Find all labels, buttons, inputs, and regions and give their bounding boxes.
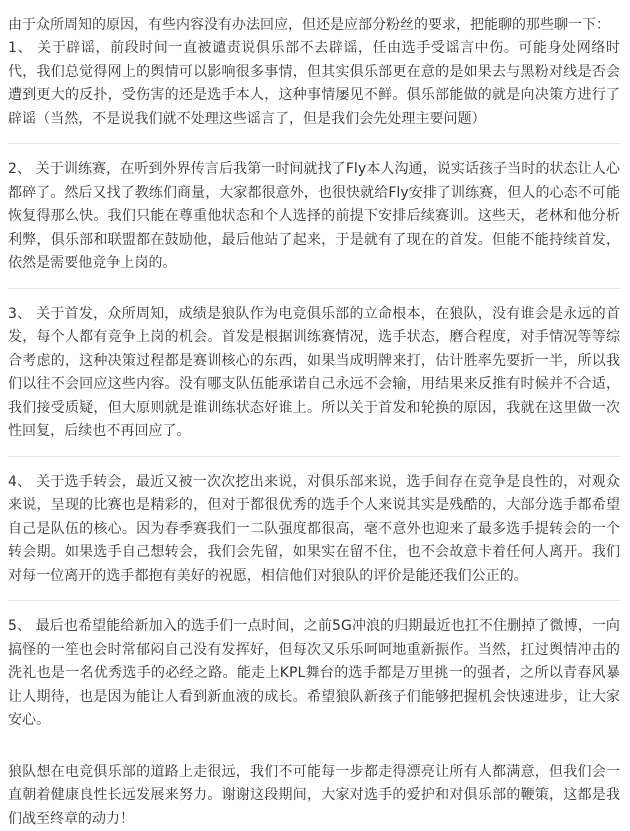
- article-intro: 由于众所周知的原因，有些内容没有办法回应，但还是应部分粉丝的要求，把能聊的那些聊一下：: [8, 14, 620, 37]
- section-rumors: 1、 关于辟谣，前段时间一直被谴责说俱乐部不去辟谣，任由选手受谣言中伤。可能身处网络时代，我们总觉得网上的舆情可以影响很多事情，但其实俱乐部更在意的是如果去与黑粉对线是否会遭到更大的反扑，受伤害的还是选手本人，这种事情屡见不鲜。俱乐部能做的就是向决策方进行了辟谣（当然，不是说我们就不处理这些谣言了，但是我们会先处理主要问题）: [8, 37, 620, 131]
- section-divider: [8, 143, 620, 144]
- section-transfers: 4、 关于选手转会，最近又被一次次挖出来说，对俱乐部来说，选手间存在竞争是良性的，对观众来说，呈现的比赛也是精彩的，但对于都很优秀的选手个人来说其实是残酷的，大部分选手都希望自己是队伍的核心。因为春季赛我们一二队强度都很高，毫不意外也迎来了最多选手提转会的一个转会期。如果选手自己想转会，我们会先留，如果实在留不住，也不会故意卡着任何人离开。我们对每一位离开的选手都抱有美好的祝愿，相信他们对狼队的评价是能还我们公正的。: [8, 471, 620, 589]
- section-starting-lineup: 3、 关于首发，众所周知，成绩是狼队作为电竞俱乐部的立命根本，在狼队，没有谁会是永远的首发，每个人都有竞争上岗的机会。首发是根据训练赛情况，选手状态，磨合程度，对手情况等等综合考虑的，这种决策过程都是赛训核心的东西，如果当成明牌来打，估计胜率先要折一半，所以我们以往不会回应这些内容。没有哪支队伍能承诺自己永远不会输，用结果来反推有时候并不合适，我们接受质疑，但大原则就是谁训练状态好谁上。所以关于首发和轮换的原因，我就在这里做一次性回复，后续也不再回应了。: [8, 303, 620, 444]
- section-divider: [8, 456, 620, 457]
- section-new-players: 5、 最后也希望能给新加入的选手们一点时间，之前5G冲浪的归期最近也扛不住删掉了微博，一向搞怪的一笙也会时常郁闷自己没有发挥好，但每次又乐乐呵呵地重新振作。当然，扛过舆情冲击的洗礼也是一名优秀选手的必经之路。能走上KPL舞台的选手都是万里挑一的强者，之所以青春风暴让人期待，也是因为能让人看到新血液的成长。希望狼队新孩子们能够把握机会快速进步，让大家安心。: [8, 615, 620, 733]
- section-divider: [8, 288, 620, 289]
- article-closing: 狼队想在电竞俱乐部的道路上走很远，我们不可能每一步都走得漂亮让所有人都满意，但我们会一直朝着健康良性长远发展来努力。谢谢这段期间，大家对选手的爱护和对俱乐部的鞭策，这都是我们战至终章的动力！: [8, 761, 620, 831]
- section-scrims: 2、 关于训练赛，在听到外界传言后我第一时间就找了Fly本人沟通，说实话孩子当时的状态让人心都碎了。然后又找了教练们商量，大家都很意外，也很快就给Fly安排了训练赛，但人的心态不可能恢复得那么快。我们只能在尊重他状态和个人选择的前提下安排后续赛训。这些天，老林和他分析利弊，俱乐部和联盟都在鼓励他，最后他站了起来，于是就有了现在的首发。但能不能持续首发，依然是需要他竞争上岗的。: [8, 158, 620, 276]
- section-divider: [8, 600, 620, 601]
